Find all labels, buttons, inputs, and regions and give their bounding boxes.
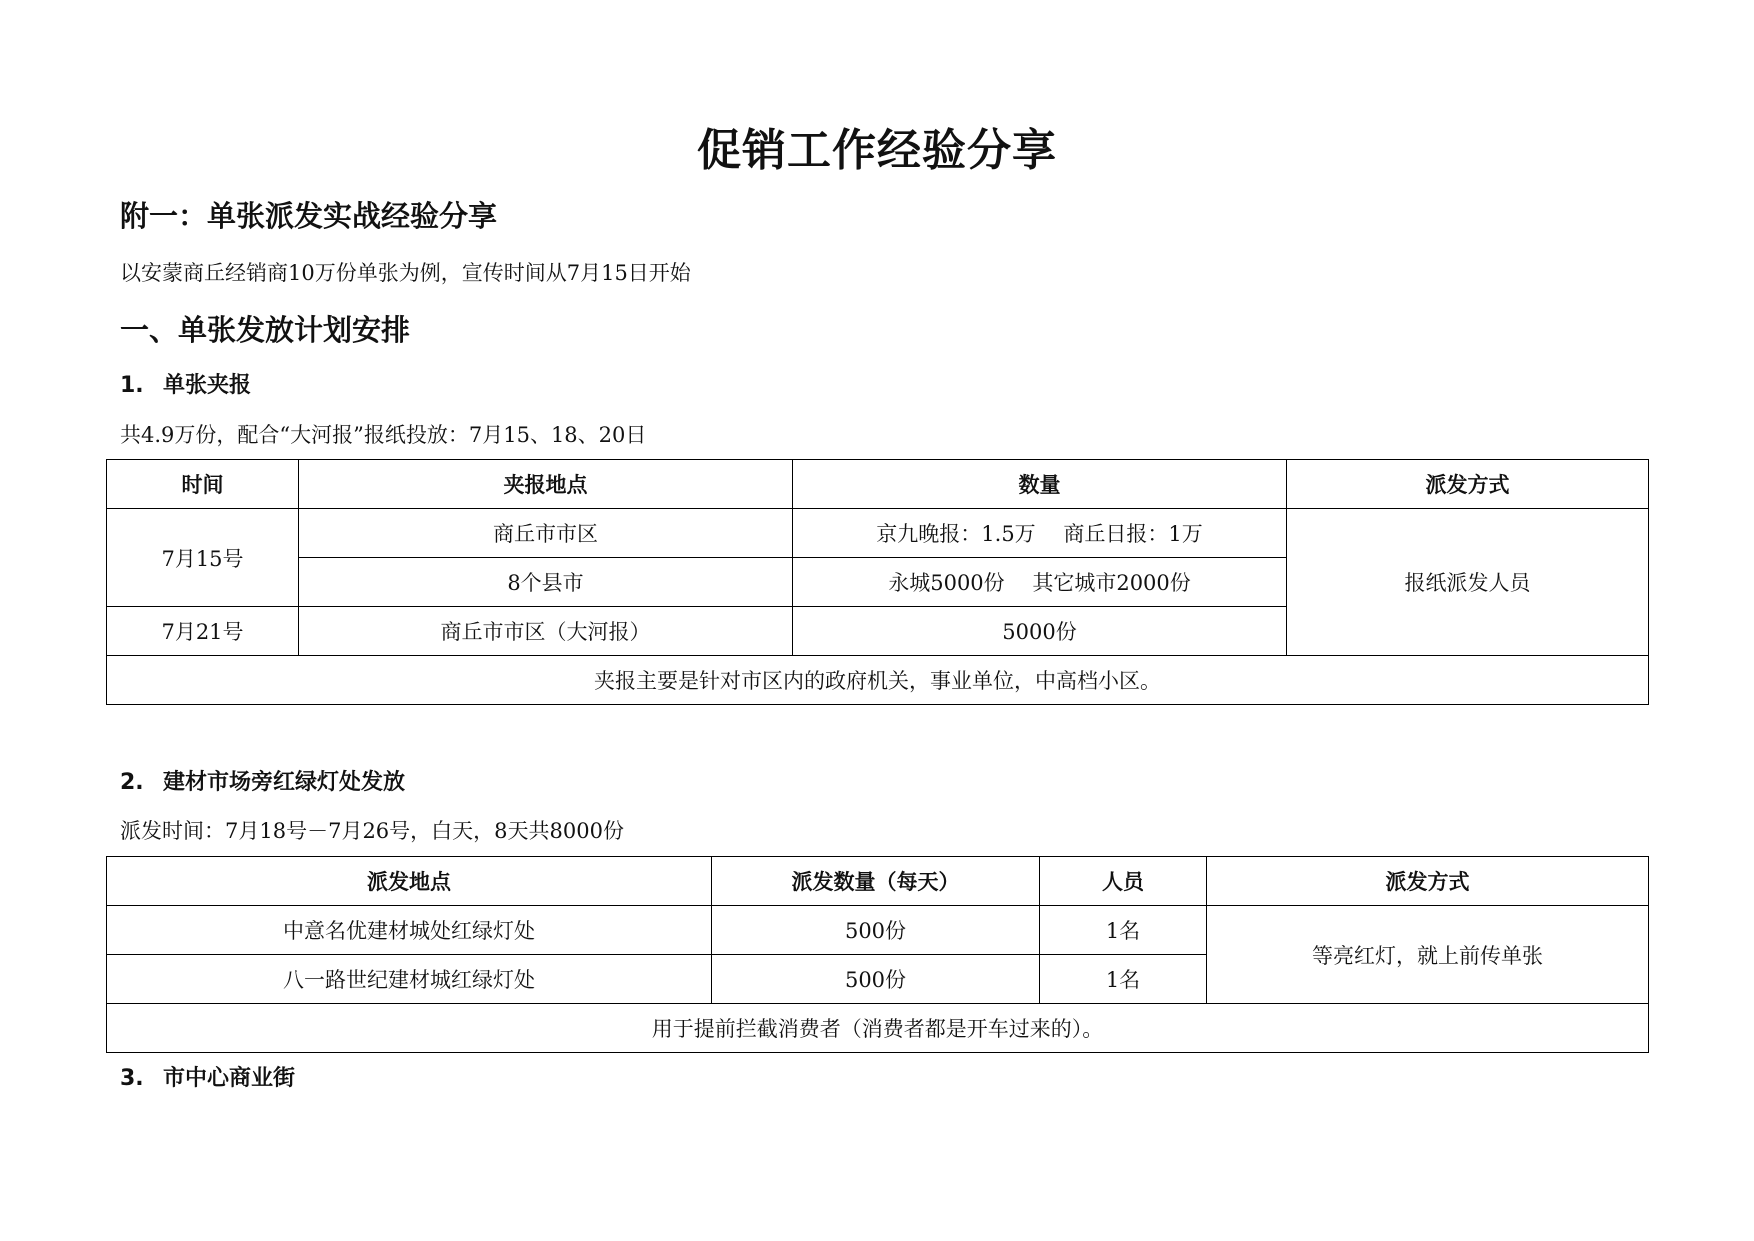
- header-cell-quantity: 数量: [793, 460, 1287, 509]
- item-3-number: 3.: [120, 1066, 144, 1091]
- header-cell-method: 派发方式: [1287, 460, 1649, 509]
- cell-location: 商丘市市区: [299, 509, 793, 558]
- section-heading: 一、单张发放计划安排: [120, 313, 411, 347]
- cell-date: 7月15号: [107, 509, 299, 607]
- item-2-number: 2.: [120, 770, 144, 795]
- item-3-heading: [120, 1066, 295, 1092]
- cell-note: 用于提前拦截消费者（消费者都是开车过来的）。: [107, 1004, 1649, 1053]
- table-note-row: [107, 1004, 1649, 1053]
- cell-method: 等亮红灯，就上前传单张: [1207, 906, 1649, 1004]
- cell-location: 8个县市: [299, 558, 793, 607]
- item-1-number: 1.: [120, 373, 144, 398]
- cell-location: 商丘市市区（大河报）: [299, 607, 793, 656]
- table-header-row: [107, 857, 1649, 906]
- header-cell-staff: 人员: [1040, 857, 1207, 906]
- cell-quantity: 京九晚报：1.5万 商丘日报：1万: [793, 509, 1287, 558]
- item-2-description: 派发时间：7月18号－7月26号，白天，8天共8000份: [120, 819, 624, 843]
- item-2-heading: [120, 770, 405, 796]
- cell-quantity: 5000份: [793, 607, 1287, 656]
- newspaper-insert-table: [106, 459, 1649, 705]
- intro-paragraph: 以安蒙商丘经销商10万份单张为例，宣传时间从7月15日开始: [120, 261, 691, 285]
- item-1-heading: [120, 373, 251, 399]
- table-row: [107, 509, 1649, 558]
- table-header-row: [107, 460, 1649, 509]
- item-1-title: 单张夹报: [163, 373, 252, 398]
- cell-method: 报纸派发人员: [1287, 509, 1649, 656]
- cell-location: 八一路世纪建材城红绿灯处: [107, 955, 712, 1004]
- cell-staff: 1名: [1040, 955, 1207, 1004]
- header-cell-location: 夹报地点: [299, 460, 793, 509]
- appendix-heading: 附一：单张派发实战经验分享: [120, 199, 498, 233]
- cell-quantity: 500份: [712, 906, 1040, 955]
- page-title: 促销工作经验分享: [697, 125, 1057, 176]
- cell-staff: 1名: [1040, 906, 1207, 955]
- item-2-title: 建材市场旁红绿灯处发放: [163, 770, 406, 795]
- cell-quantity: 永城5000份 其它城市2000份: [793, 558, 1287, 607]
- header-cell-time: 时间: [107, 460, 299, 509]
- traffic-light-distribution-table: [106, 856, 1649, 1053]
- cell-quantity: 500份: [712, 955, 1040, 1004]
- table-row: [107, 906, 1649, 955]
- cell-location: 中意名优建材城处红绿灯处: [107, 906, 712, 955]
- table-note-row: [107, 656, 1649, 705]
- header-cell-location: 派发地点: [107, 857, 712, 906]
- cell-note: 夹报主要是针对市区内的政府机关，事业单位，中高档小区。: [107, 656, 1649, 705]
- header-cell-daily-quantity: 派发数量（每天）: [712, 857, 1040, 906]
- item-1-description: 共4.9万份，配合“大河报”报纸投放：7月15、18、20日: [120, 423, 647, 447]
- header-cell-method: 派发方式: [1207, 857, 1649, 906]
- item-3-title: 市中心商业街: [163, 1066, 296, 1091]
- cell-date: 7月21号: [107, 607, 299, 656]
